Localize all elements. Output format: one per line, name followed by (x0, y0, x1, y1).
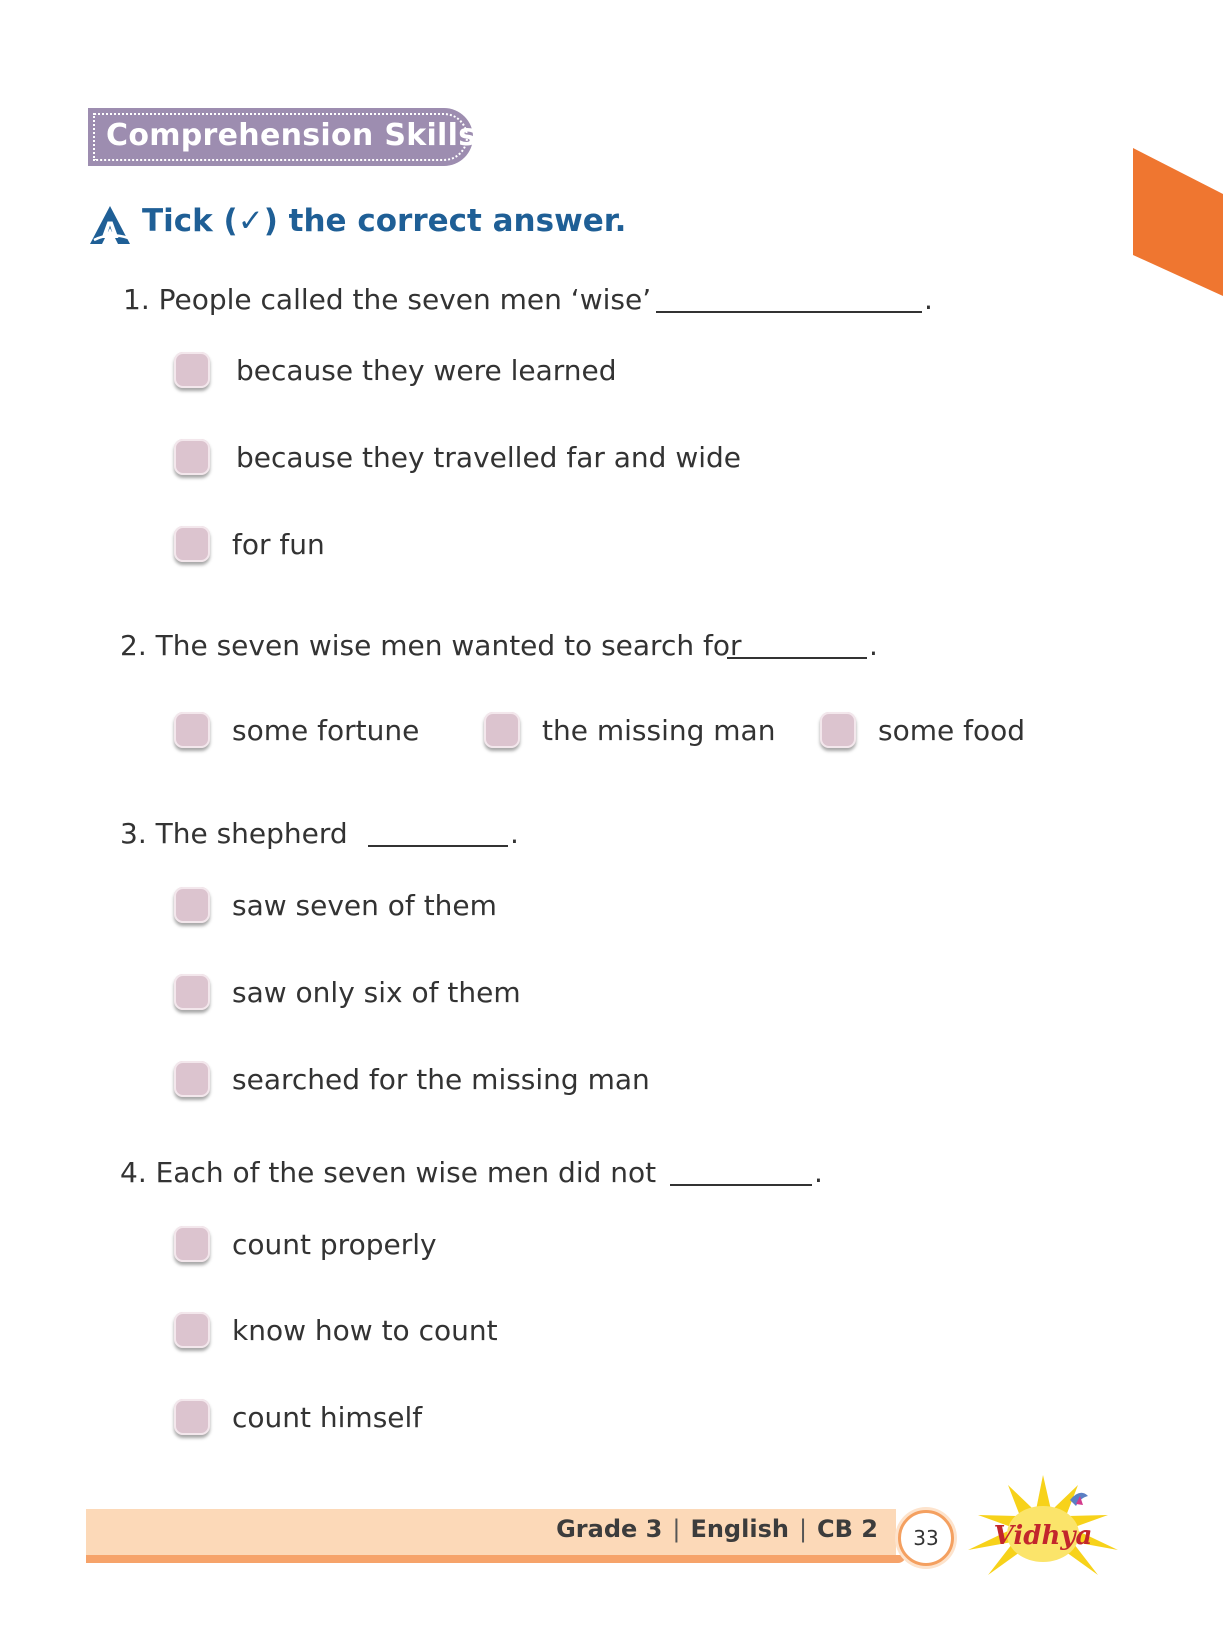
checkbox[interactable] (174, 1312, 210, 1348)
option-label: know how to count (232, 1313, 498, 1347)
logo-text: Vidhya (993, 1521, 1093, 1551)
question-2-period: . (869, 629, 878, 662)
question-4-option-3[interactable] (174, 1399, 422, 1435)
footer-grade: Grade 3 (556, 1515, 663, 1543)
question-1-period: . (924, 283, 933, 316)
checkbox[interactable] (174, 352, 210, 388)
question-2-option-2[interactable] (484, 712, 775, 748)
question-4-blank (670, 1156, 812, 1186)
footer-book-info (556, 1515, 878, 1543)
option-label: saw only six of them (232, 975, 521, 1009)
option-label: saw seven of them (232, 888, 497, 922)
question-3-option-2[interactable] (174, 974, 521, 1010)
question-2-option-1[interactable] (174, 712, 419, 748)
question-1-option-1[interactable] (174, 352, 617, 388)
footer-book: CB 2 (817, 1515, 878, 1543)
question-1-option-3[interactable] (174, 526, 325, 562)
question-3-option-3[interactable] (174, 1061, 650, 1097)
question-4-option-1[interactable] (174, 1226, 437, 1262)
question-4-option-2[interactable] (174, 1312, 498, 1348)
checkbox[interactable] (174, 974, 210, 1010)
option-label: count properly (232, 1227, 437, 1261)
option-label: the missing man (542, 713, 776, 747)
checkbox[interactable] (174, 887, 210, 923)
option-label: searched for the missing man (232, 1062, 650, 1096)
exercise-a-badge-icon (88, 204, 132, 248)
vidhya-logo-icon (958, 1470, 1128, 1580)
option-label: count himself (232, 1400, 423, 1434)
section-header (88, 108, 477, 166)
checkbox[interactable] (174, 1061, 210, 1097)
checkbox[interactable] (174, 712, 210, 748)
question-3-blank (368, 817, 508, 847)
footer-subject: English (690, 1515, 789, 1543)
option-label: because they were learned (236, 353, 617, 387)
question-4-period: . (814, 1156, 823, 1189)
option-label: because they travelled far and wide (236, 440, 742, 474)
checkbox[interactable] (820, 712, 856, 748)
question-1-option-2[interactable] (174, 439, 741, 475)
question-1-blank (656, 283, 922, 313)
option-label: some fortune (232, 713, 420, 747)
question-3-period: . (510, 817, 519, 850)
question-3-option-1[interactable] (174, 887, 497, 923)
page-number: 33 (913, 1526, 939, 1550)
corner-tab-decoration (1133, 148, 1223, 296)
option-label: for fun (232, 527, 325, 561)
footer-stripe (86, 1555, 906, 1563)
checkbox[interactable] (174, 1226, 210, 1262)
checkbox[interactable] (174, 439, 210, 475)
instruction-text: Tick (✓) the correct answer. (142, 203, 627, 239)
question-2-option-3[interactable] (820, 712, 1025, 748)
question-2-text: 2. The seven wise men wanted to search for (120, 629, 742, 662)
checkbox[interactable] (484, 712, 520, 748)
question-1-text: 1. People called the seven men ‘wise’ (123, 283, 652, 316)
badge-letter: A (101, 219, 119, 244)
section-title: Comprehension Skills (106, 118, 477, 153)
footer-separator: | (798, 1515, 808, 1543)
checkbox[interactable] (174, 526, 210, 562)
question-3-text: 3. The shepherd (120, 817, 348, 850)
page-number-badge (898, 1510, 954, 1566)
footer-separator: | (672, 1515, 681, 1543)
option-label: some food (878, 713, 1026, 747)
question-2-blank (727, 629, 867, 659)
question-4-text: 4. Each of the seven wise men did not (120, 1156, 657, 1189)
checkbox[interactable] (174, 1399, 210, 1435)
